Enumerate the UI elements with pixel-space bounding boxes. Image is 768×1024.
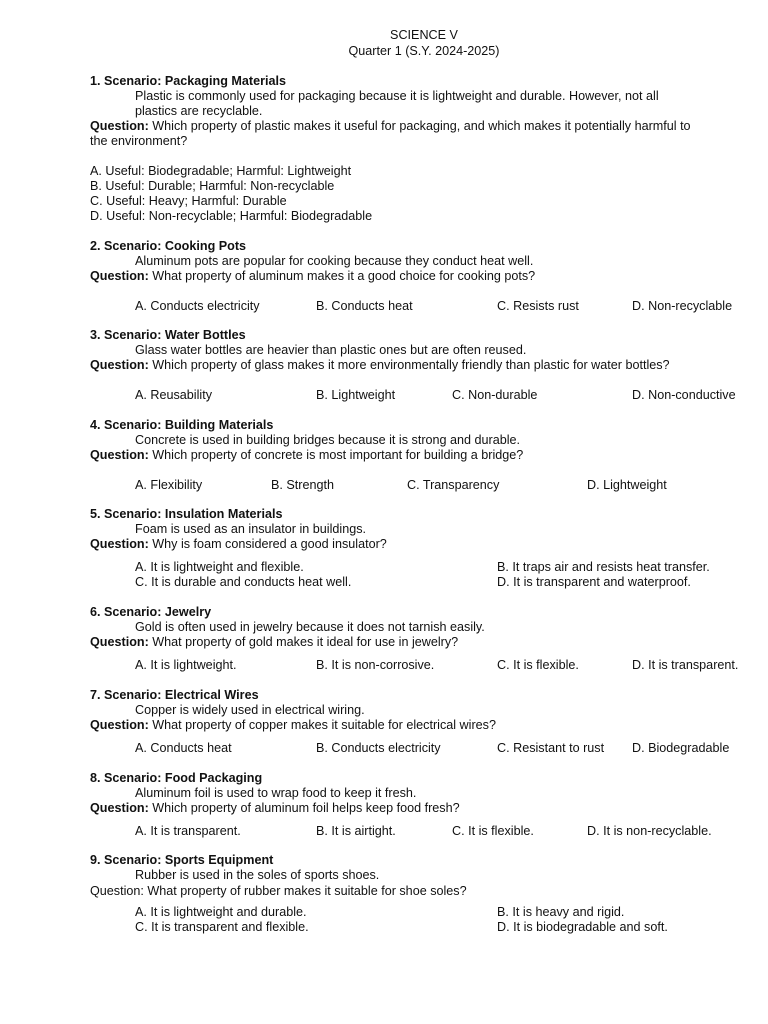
item-2-scenario: Aluminum pots are popular for cooking because they conduct heat well.	[135, 254, 534, 268]
item-3-heading: 3. Scenario: Water Bottles	[90, 328, 246, 342]
item-9-heading: 9. Scenario: Sports Equipment	[90, 853, 274, 867]
item-3-choice-c[interactable]: C. Non-durable	[452, 388, 538, 402]
item-6-heading: 6. Scenario: Jewelry	[90, 605, 212, 619]
item-4-scenario: Concrete is used in building bridges because it is strong and durable.	[135, 433, 521, 447]
item-5-heading: 5. Scenario: Insulation Materials	[90, 507, 283, 521]
item-7-choice-b[interactable]: B. Conducts electricity	[316, 741, 441, 755]
item-2-question: Question: What property of aluminum makes it a good choice for cooking pots?	[90, 269, 536, 283]
item-1-question: Question: Which property of plastic makes it useful for packaging, and which makes it potentially harmful to	[90, 119, 691, 133]
item-5-question: Question: Why is foam considered a good insulator?	[90, 537, 387, 551]
item-1-choice-d[interactable]: D. Useful: Non-recyclable; Harmful: Biodegradable	[90, 209, 373, 223]
item-4-choice-a[interactable]: A. Flexibility	[135, 478, 203, 492]
item-1-question-line-2: the environment?	[90, 134, 188, 148]
item-4-choice-d[interactable]: D. Lightweight	[587, 478, 667, 492]
item-4-choice-b[interactable]: B. Strength	[271, 478, 335, 492]
item-7-choice-c[interactable]: C. Resistant to rust	[497, 741, 605, 755]
item-8-choice-b[interactable]: B. It is airtight.	[316, 824, 396, 838]
item-9-choice-b[interactable]: B. It is heavy and rigid.	[497, 905, 625, 919]
item-7-scenario: Copper is widely used in electrical wiring.	[135, 703, 365, 717]
item-5-choice-c[interactable]: C. It is durable and conducts heat well.	[135, 575, 352, 589]
item-6-scenario: Gold is often used in jewelry because it does not tarnish easily.	[135, 620, 485, 634]
item-6-choice-b[interactable]: B. It is non-corrosive.	[316, 658, 435, 672]
item-9-question: Question: What property of rubber makes it suitable for shoe soles?	[90, 884, 467, 898]
item-1-scenario-line-2: plastics are recyclable.	[135, 104, 263, 118]
item-3-scenario: Glass water bottles are heavier than plastic ones but are often reused.	[135, 343, 527, 357]
item-8-choice-a[interactable]: A. It is transparent.	[135, 824, 241, 838]
item-8-choice-d[interactable]: D. It is non-recyclable.	[587, 824, 712, 838]
item-5-scenario: Foam is used as an insulator in buildings.	[135, 522, 367, 536]
question-label: Question:	[90, 119, 149, 133]
question-label: Question:	[90, 801, 149, 815]
item-3-choice-b[interactable]: B. Lightweight	[316, 388, 396, 402]
item-4-choice-c[interactable]: C. Transparency	[407, 478, 500, 492]
item-2-choice-d[interactable]: D. Non-recyclable	[632, 299, 733, 313]
item-7-choice-d[interactable]: D. Biodegradable	[632, 741, 730, 755]
item-3-choice-a[interactable]: A. Reusability	[135, 388, 212, 402]
item-6-choice-c[interactable]: C. It is flexible.	[497, 658, 579, 672]
item-9-scenario: Rubber is used in the soles of sports shoes.	[135, 868, 380, 882]
question-label: Question:	[90, 358, 149, 372]
item-5-choice-b[interactable]: B. It traps air and resists heat transfer.	[497, 560, 710, 574]
item-6-question: Question: What property of gold makes it ideal for use in jewelry?	[90, 635, 459, 649]
item-1-choice-a[interactable]: A. Useful: Biodegradable; Harmful: Lightweight	[90, 164, 352, 178]
item-1-choice-b[interactable]: B. Useful: Durable; Harmful: Non-recyclable	[90, 179, 335, 193]
item-8-scenario: Aluminum foil is used to wrap food to keep it fresh.	[135, 786, 417, 800]
item-7-choice-a[interactable]: A. Conducts heat	[135, 741, 232, 755]
item-2-choice-b[interactable]: B. Conducts heat	[316, 299, 413, 313]
item-5-choice-a[interactable]: A. It is lightweight and flexible.	[135, 560, 304, 574]
item-4-heading: 4. Scenario: Building Materials	[90, 418, 274, 432]
item-9-choice-a[interactable]: A. It is lightweight and durable.	[135, 905, 307, 919]
question-label: Question:	[90, 635, 149, 649]
item-9-choice-c[interactable]: C. It is transparent and flexible.	[135, 920, 309, 934]
item-3-choice-d[interactable]: D. Non-conductive	[632, 388, 736, 402]
question-label: Question:	[90, 269, 149, 283]
item-8-question: Question: Which property of aluminum foil helps keep food fresh?	[90, 801, 460, 815]
item-5-choice-d[interactable]: D. It is transparent and waterproof.	[497, 575, 691, 589]
question-label: Question:	[90, 718, 149, 732]
question-label: Question:	[90, 448, 149, 462]
item-7-question: Question: What property of copper makes it suitable for electrical wires?	[90, 718, 496, 732]
item-3-question: Question: Which property of glass makes it more environmentally friendly than plastic for water bottles?	[90, 358, 670, 372]
item-1-choice-c[interactable]: C. Useful: Heavy; Harmful: Durable	[90, 194, 287, 208]
item-4-question: Question: Which property of concrete is most important for building a bridge?	[90, 448, 524, 462]
item-9-choice-d[interactable]: D. It is biodegradable and soft.	[497, 920, 668, 934]
page-subtitle: Quarter 1 (S.Y. 2024-2025)	[348, 44, 500, 58]
item-6-choice-d[interactable]: D. It is transparent.	[632, 658, 739, 672]
item-1-scenario-line-1: Plastic is commonly used for packaging because it is lightweight and durable. However, not all	[135, 89, 659, 103]
item-1-heading: 1. Scenario: Packaging Materials	[90, 74, 286, 88]
item-7-heading: 7. Scenario: Electrical Wires	[90, 688, 259, 702]
item-2-choice-a[interactable]: A. Conducts electricity	[135, 299, 260, 313]
item-8-choice-c[interactable]: C. It is flexible.	[452, 824, 534, 838]
item-8-heading: 8. Scenario: Food Packaging	[90, 771, 263, 785]
item-2-heading: 2. Scenario: Cooking Pots	[90, 239, 247, 253]
item-2-choice-c[interactable]: C. Resists rust	[497, 299, 579, 313]
question-label: Question:	[90, 537, 149, 551]
item-6-choice-a[interactable]: A. It is lightweight.	[135, 658, 237, 672]
page-title: SCIENCE V	[390, 28, 458, 42]
